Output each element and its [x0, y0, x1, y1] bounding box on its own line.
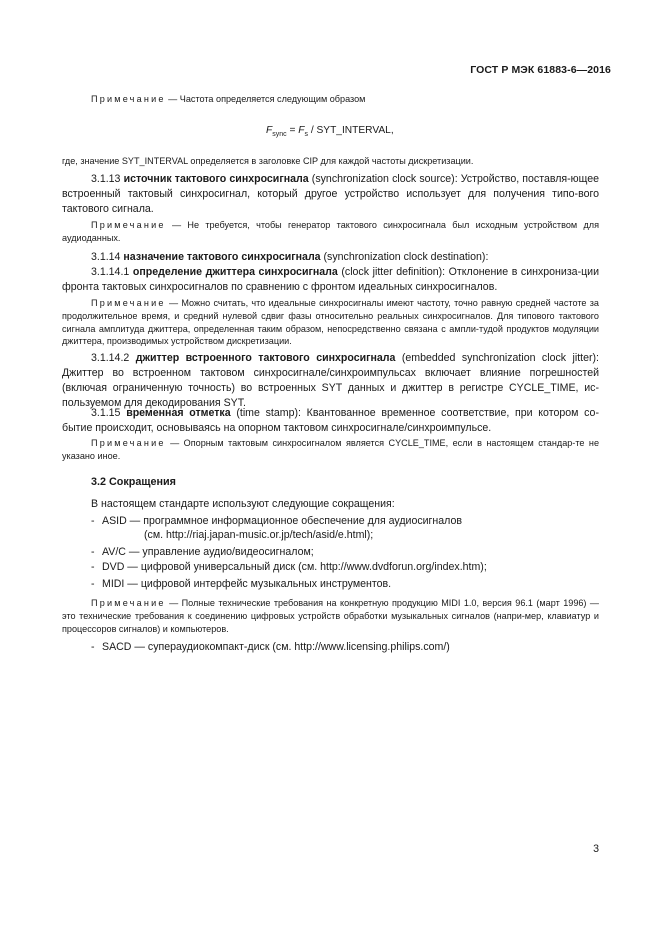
- note-label: Примечание: [91, 438, 166, 448]
- list-item-midi: [91, 577, 391, 592]
- note-text: — Опорным тактовым синхросигналом является CYCLE_TIME, если в настоящем стандар-те не указано иное.: [62, 438, 599, 461]
- note-label: Примечание: [91, 94, 166, 104]
- note-frequency: [62, 93, 599, 106]
- list-dash: -: [91, 546, 95, 558]
- formula-f: F: [266, 125, 273, 136]
- list-item-avc: [91, 545, 314, 560]
- note-ideal-signals: [62, 297, 599, 348]
- definition-3-1-14-1: [62, 265, 599, 295]
- def-number: 3.1.14.1: [91, 266, 133, 278]
- formula-eq: =: [286, 125, 299, 136]
- def-number: 3.1.14.2: [91, 352, 136, 364]
- list-dash: -: [91, 578, 95, 590]
- list-text: ASID — программное информационное обеспечение для аудиосигналов: [102, 515, 462, 527]
- formula-where: где, значение SYT_INTERVAL определяется в заголовке CIP для каждой частоты дискретизации.: [62, 156, 474, 166]
- formula: [266, 125, 394, 138]
- note-midi: [62, 597, 599, 635]
- def-term: временная отметка: [126, 407, 231, 419]
- def-term: назначение тактового синхросигнала: [123, 251, 321, 263]
- section-intro: В настоящем стандарте используют следующие сокращения:: [91, 498, 395, 510]
- note-text: — Можно считать, что идеальные синхросигналы имеют частоту, точно равную средней частоте за продолжительное время, и средний нулевой сдвиг фазы относительно реальных синхросигналов. Для типового тактового сигнала амплитуда джиттера, определенная таким образом, непосредственно связана с ампли-тудой продуктов модуляции джиттера, производимых устройством дискретизации.: [62, 298, 599, 347]
- def-term: источник тактового синхросигнала: [123, 173, 309, 185]
- def-text: (clock jitter definition): Отклонение в синхрониза-ции фронта тактовых синхросигналов по сравнению с фронтом идеальных синхросигналов.: [62, 266, 599, 293]
- section-heading-3-2: 3.2 Сокращения: [91, 476, 176, 488]
- note-label: Примечание: [91, 598, 166, 608]
- def-number: 3.1.13: [91, 173, 124, 185]
- note-label: Примечание: [91, 220, 166, 230]
- list-text: MIDI — цифровой интерфейс музыкальных инструментов.: [102, 578, 392, 590]
- list-item-asid-continuation: (см. http://riaj.japan-music.or.jp/tech/asid/e.html);: [144, 529, 374, 541]
- list-text: DVD — цифровой универсальный диск (см. http://www.dvdforun.org/index.htm);: [102, 561, 487, 573]
- definition-3-1-14: [62, 250, 599, 265]
- list-dash: -: [91, 515, 95, 527]
- list-item-dvd: [91, 560, 487, 575]
- list-item-sacd: [91, 640, 450, 655]
- note-label: Примечание: [91, 298, 166, 308]
- page-number: 3: [593, 843, 599, 855]
- note-text: — Не требуется, чтобы генератор тактового синхросигнала был исходным устройством для аудиоданных.: [62, 220, 599, 243]
- note-generator: [62, 219, 599, 245]
- def-term: определение джиттера синхросигнала: [132, 266, 338, 278]
- list-dash: -: [91, 641, 95, 653]
- def-number: 3.1.14: [91, 251, 124, 263]
- definition-3-1-13: [62, 172, 599, 217]
- list-text: AV/C — управление аудио/видеосигналом;: [102, 546, 314, 558]
- formula-rest: / SYT_INTERVAL,: [308, 125, 394, 136]
- list-text: SACD — супераудиокомпакт-диск (см. http://www.licensing.philips.com/): [102, 641, 450, 653]
- note-text: — Частота определяется следующим образом: [165, 94, 366, 104]
- list-item-asid: [91, 514, 462, 529]
- formula-f-sub: sync: [272, 131, 287, 139]
- def-term: джиттер встроенного тактового синхросигнала: [135, 352, 396, 364]
- def-text: (embedded synchronization clock jitter): Джиттер во встроенном тактовом синхросигнале/синхроимпульсах включает влияние погрешностей (включая ограниченную точность) во встроенных SYT данных и джиттер в регистре CYCLE_TIME, ис-пользуемом для декодирования SYT.: [62, 352, 599, 409]
- note-cycle-time: [62, 437, 599, 463]
- def-text: (time stamp): Квантованное временное соответствие, при котором со-бытие происходит, основываясь на опорном тактовом синхросигнале/синхроимпульсе.: [62, 407, 599, 434]
- formula-fs-sub: s: [304, 131, 308, 139]
- definition-3-1-14-2: [62, 351, 599, 411]
- def-text: (synchronization clock source): Устройство, поставля-ющее встроенный тактовый синхросигнал, который другое устройство использует для получения типо-вого тактового сигнала.: [62, 173, 600, 215]
- def-number: 3.1.15: [91, 407, 127, 419]
- list-dash: -: [91, 561, 95, 573]
- def-text: (synchronization clock destination):: [320, 251, 489, 263]
- note-text: — Полные технические требования на конкретную продукцию MIDI 1.0, версия 96.1 (март 1996) — это технические требования к соединению цифровых устройств обработки музыкальных сигналов (напри-мер, клавиатур и процессоров сигналов) и компьютеров.: [62, 598, 599, 634]
- formula-fs: F: [298, 125, 305, 136]
- document-header: ГОСТ Р МЭК 61883-6—2016: [470, 64, 611, 76]
- definition-3-1-15: [62, 406, 599, 436]
